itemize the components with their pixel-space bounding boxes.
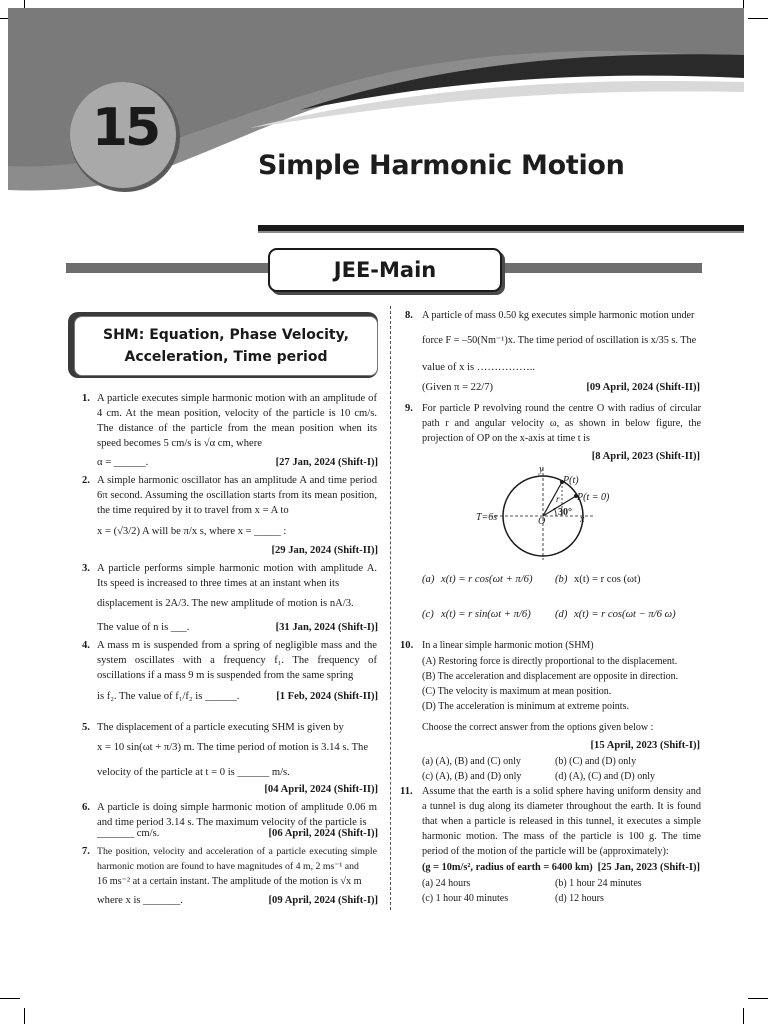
question-number: 2. (82, 475, 90, 486)
crop-mark (743, 1008, 744, 1024)
option-label: (a) (422, 574, 435, 585)
question-text: A particle is doing simple harmonic motion of amplitude 0.06 m and time period 3.14 s. The maximum velocity of the particle is (97, 802, 377, 828)
question-source: [06 April, 2024 (Shift-I)] (268, 828, 378, 839)
statement-c: (C) The velocity is maximum at mean position. (422, 686, 612, 697)
option-b: (b) (C) and (D) only (555, 756, 637, 767)
statement-b: (B) The acceleration and displacement are opposite in direction. (422, 671, 679, 682)
option-text: x(t) = r cos(ωt − π/6 ω) (574, 609, 676, 620)
figure-label-o: O (538, 516, 546, 527)
question-number: 1. (82, 393, 90, 404)
question-source: [8 April, 2023 (Shift-II)] (591, 451, 700, 462)
option-text: x(t) = r cos(ωt + π/6) (441, 574, 533, 585)
question-line: 16 ms⁻² at a certain instant. The amplitude of the motion is √x m (97, 876, 362, 887)
statement-a: (A) Restoring force is directly proportional to the displacement. (422, 656, 678, 667)
option-d: (d) 12 hours (555, 893, 604, 904)
question-text: A particle performs simple harmonic motion with amplitude A. Its speed is increased to three times at an instant when its (97, 563, 377, 589)
question-text: The displacement of a particle executing SHM is given by (97, 722, 344, 733)
question-source: [09 April, 2024 (Shift-I)] (268, 895, 378, 906)
figure-label-r: r (556, 494, 560, 504)
figure-label-p0: P(t = 0) (577, 492, 610, 503)
option-d: (d) (A), (C) and (D) only (555, 771, 655, 782)
figure-label-angle: 30° (558, 507, 572, 518)
question-number: 3. (82, 563, 90, 574)
crop-mark (24, 1008, 25, 1024)
question-line: x = (√3/2) A will be π/x s, where x = _____ : (97, 526, 287, 537)
question-line: is f₂. The value of f₁/f₂ is ______. (97, 691, 240, 702)
option-text: x(t) = r sin(ωt + π/6) (441, 609, 531, 620)
question-line: _______ cm/s. (97, 828, 160, 839)
column-divider (390, 306, 391, 910)
question-source: [09 April, 2024 (Shift-II)] (586, 382, 700, 393)
question-line: Choose the correct answer from the options given below : (422, 722, 654, 733)
question-source: [15 April, 2023 (Shift-I)] (590, 740, 700, 751)
statement-d: (D) The acceleration is minimum at extreme points. (422, 701, 629, 712)
question-line: value of x is …………….. (422, 362, 535, 373)
figure-label-pt: P(t) (563, 475, 579, 486)
question-line: force F = –50(Nm⁻¹)x. The time period of oscillation is x/35 s. The (422, 335, 697, 346)
question-text: A mass m is suspended from a spring of negligible mass and the system oscillates with a frequency f₁. The frequency of oscillations if a mass 9 m is suspended from the same spring (97, 640, 377, 681)
question-source: [27 Jan, 2024 (Shift-I)] (275, 457, 378, 468)
option-b: (b) 1 hour 24 minutes (555, 878, 642, 889)
figure-label-t: T=6s (476, 512, 498, 523)
question-line: where x is _______. (97, 895, 183, 906)
topic-line-2: Acceleration, Time period (124, 349, 328, 365)
question-text: In a linear simple harmonic motion (SHM) (422, 640, 594, 651)
question-text: Assume that the earth is a solid sphere having uniform density and a tunnel is dug along its diameter throughout the earth. It is found that when a particle is released in this tunnel, it executes a simple harmonic motion. The mass of the particle is 100 g. The time period of the motion of the particle will be (approximately): (422, 786, 701, 857)
option-a: (a) (A), (B) and (C) only (422, 756, 521, 767)
question-text: For particle P revolving round the centre O with radius of circular path r and angular velocity ω, as shown in below figure, the projection of OP on the x-axis at time t is (422, 403, 701, 444)
option-label: (b) (555, 574, 568, 585)
question-source: [1 Feb, 2024 (Shift-II)] (276, 691, 378, 702)
question-line: (Given π = 22/7) (422, 382, 494, 393)
question-number: 5. (82, 722, 90, 733)
question-number: 4. (82, 640, 90, 651)
question-line: velocity of the particle at t = 0 is ______ m/s. (97, 767, 290, 778)
option-text: x(t) = r cos (ωt) (574, 574, 641, 585)
question-line: displacement is 2A/3. The new amplitude of motion is nA/3. (97, 598, 354, 609)
question-number: 9. (405, 403, 413, 414)
option-a: (a) 24 hours (422, 878, 471, 889)
crop-mark (0, 998, 20, 999)
question-source: [31 Jan, 2024 (Shift-I)] (275, 622, 378, 633)
section-title: JEE-Main (268, 248, 502, 292)
question-source: [04 April, 2024 (Shift-II)] (264, 784, 378, 795)
crop-mark (748, 998, 768, 999)
option-c: (c) 1 hour 40 minutes (422, 893, 509, 904)
chapter-number: 15 (91, 98, 159, 158)
question-number: 8. (405, 310, 413, 321)
question-line: (g = 10m/s², radius of earth = 6400 km) (422, 862, 593, 873)
question-number: 6. (82, 802, 90, 813)
question-source: [29 Jan, 2024 (Shift-II)] (271, 545, 378, 556)
chapter-title: Simple Harmonic Motion (258, 150, 625, 181)
option-c: (c) (A), (B) and (D) only (422, 771, 522, 782)
option-label: (c) (422, 609, 434, 620)
option-label: (d) (555, 609, 568, 620)
question-source: [25 Jan, 2023 (Shift-I)] (597, 862, 700, 873)
question-number: 11. (400, 786, 413, 797)
question-line: The value of n is ___. (97, 622, 190, 633)
section-bar-left (66, 263, 270, 273)
question-line: α = ______. (97, 457, 149, 468)
question-number: 7. (82, 846, 90, 857)
question-line: x = 10 sin(ωt + π/3) m. The time period of motion is 3.14 s. The (97, 742, 369, 753)
topic-line-1: SHM: Equation, Phase Velocity, (103, 327, 349, 343)
figure-label-y: y (539, 464, 544, 475)
question-text: A particle executes simple harmonic motion with an amplitude of 4 cm. At the mean position, velocity of the particle is 10 cm/s. The distance of the particle from the mean position when its speed becomes 5 cm/s is √α cm, where (97, 393, 377, 449)
question-number: 10. (400, 640, 414, 651)
question-text: A simple harmonic oscillator has an amplitude A and time period 6π second. Assuming the oscillation starts from its mean position, the time required by it to travel from x = A to (97, 475, 377, 516)
section-bar-right (498, 263, 702, 273)
question-text: The position, velocity and acceleration of a particle executing simple harmonic motion are found to have magnitudes of 4 m, 2 ms⁻¹ and (97, 846, 377, 872)
figure-label-x: x (580, 514, 585, 525)
topic-heading (74, 316, 378, 376)
question-text: A particle of mass 0.50 kg executes simple harmonic motion under (422, 310, 695, 321)
